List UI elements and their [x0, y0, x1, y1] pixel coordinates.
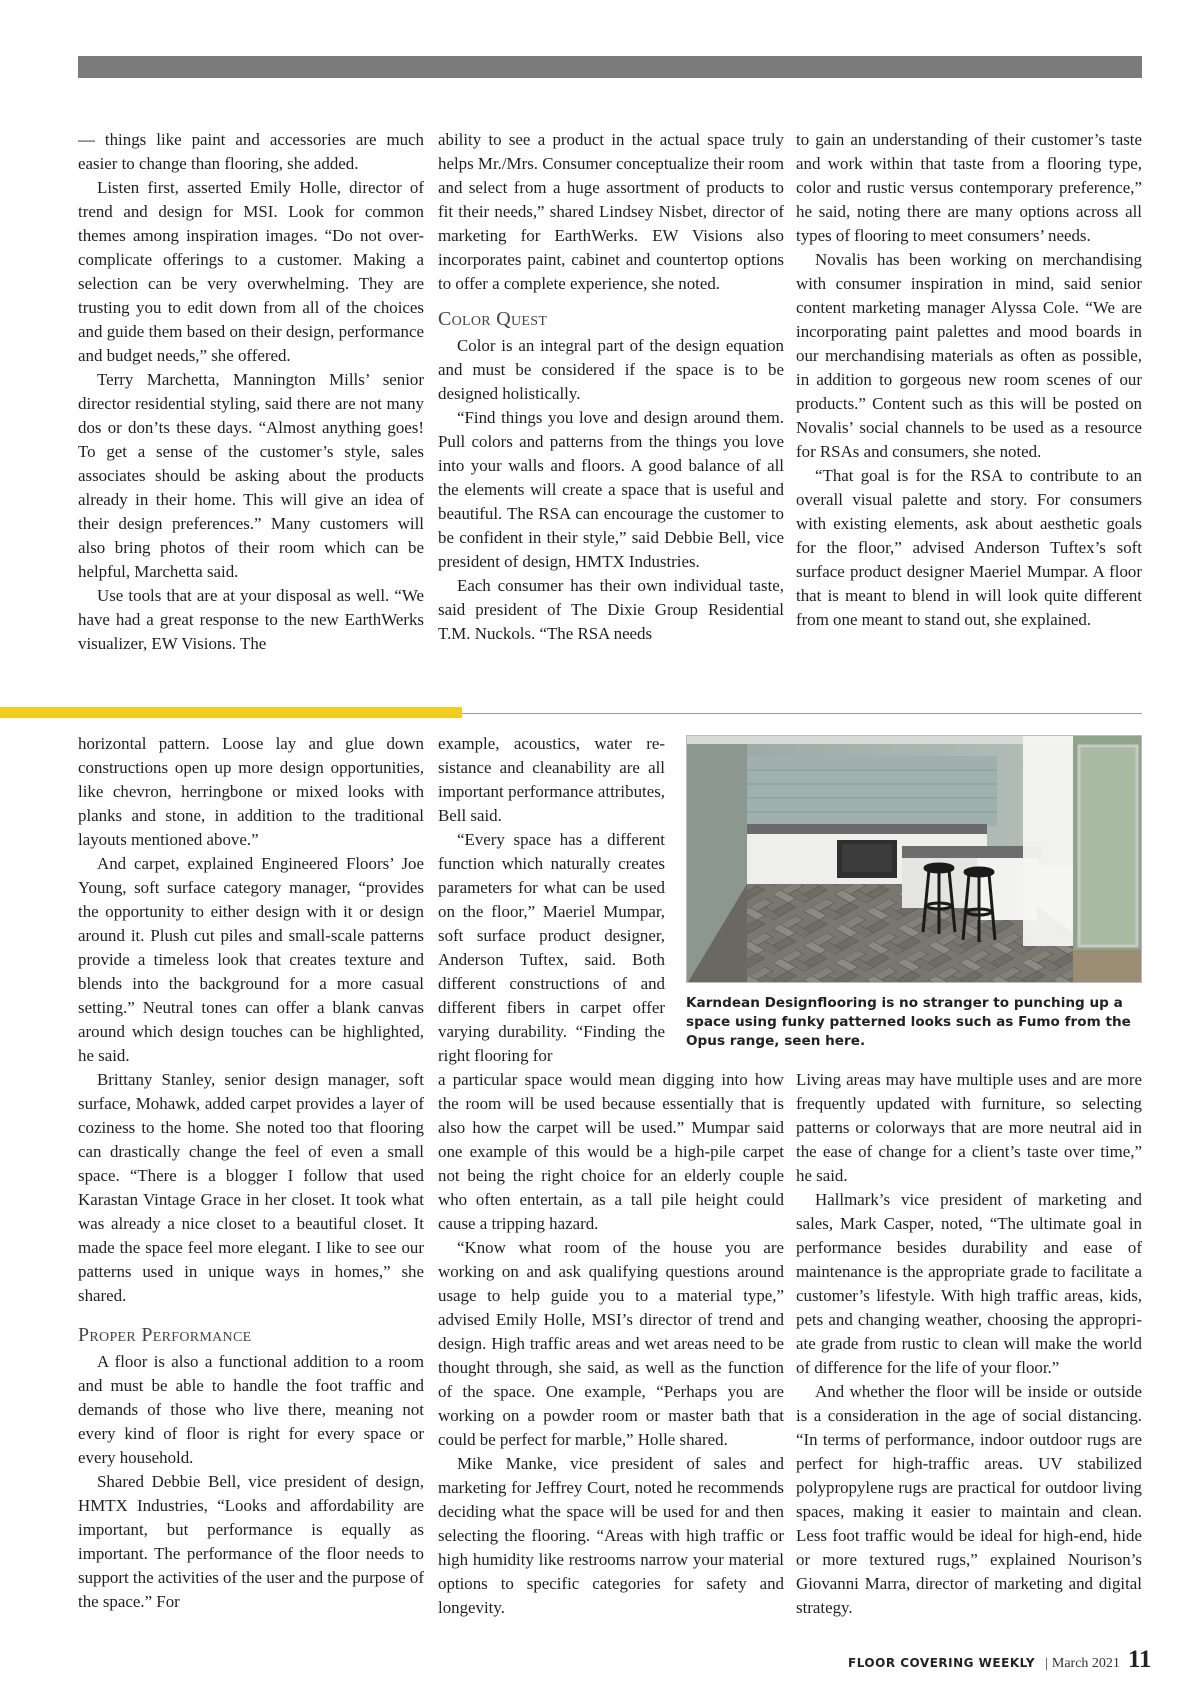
kitchen-photo — [686, 735, 1142, 983]
photo-caption: Karndean Designflooring is no stranger to punching up a space using funky patterned looks such as Fumo from the Opus range, seen here. — [686, 995, 1131, 1049]
color-quest-heading: Color Quest — [438, 308, 548, 330]
article-paragraph: Each consumer has their own individual taste, said president of The Dixie Group Residential T.M. Nuckols. “The RSA needs — [438, 576, 784, 643]
top-column-1 — [78, 128, 424, 656]
article-paragraph: Mike Manke, vice president of sales and marketing for Jeffrey Court, noted he recommends deciding what the space will be used for and then selecting the flooring. “Areas with high traffic or high humidity like restrooms narrow your material options to specific categories for safety and longevity. — [438, 1454, 784, 1617]
article-paragraph: — things like paint and accessories are much easier to change than flooring, she added. — [78, 130, 424, 173]
article-paragraph: “Every space has a different function which naturally creates parameters for what can be used on the floor,” Maeriel Mumpar, soft surface product designer, Anderson Tuftex, said. Both different constructions of and different fibers in carpet offer varying durability. “Finding the right flooring for — [438, 830, 665, 1065]
top-col2-paragraphs-b — [438, 334, 784, 646]
article-paragraph: a particular space would mean digging into how the room will be used because essentially that is also how the carpet will be used.” Mumpar said one example of this would be a high-pile carpet not being the right choice for an elderly couple who often entertain, as a tall pile height could cause a tripping hazard. — [438, 1070, 784, 1233]
bottom-column-3 — [796, 1068, 1142, 1620]
top-col1-paragraphs — [78, 128, 424, 656]
article-paragraph: Terry Marchetta, Mannington Mills’ senior director residential styling, said there are not many dos or don’ts these days. “Almost anything goes! To get a sense of the customer’s style, sales associates should be asking about the products already in their home. This will give an idea of their design preferences.” Many customers will also bring photos of their room which can be helpful, Marchetta said. — [78, 370, 424, 581]
bottom-col1-paragraphs-b — [78, 1350, 424, 1614]
bottom-col3-paragraphs — [796, 1068, 1142, 1620]
article-paragraph: “That goal is for the RSA to contribute to an overall visual palette and story. For consumers with existing elements, ask about aesthetic goals for the floor,” advised Anderson Tuftex’s soft surface product designer Maeriel Mumpar. A floor that is meant to blend in will look quite different from one meant to stand out, she explained. — [796, 466, 1142, 629]
proper-performance-heading: Proper Performance — [78, 1324, 252, 1346]
article-paragraph: And whether the floor will be inside or outside is a consideration in the age of social distancing. “In terms of performance, indoor outdoor rugs are perfect for high-traffic areas. UV stabilized polypropylene rugs are practical for outdoor living spaces, making it easier to maintain and clean. Less foot traffic would be ideal for high-end, hide or more textured rugs,” explained Nourison’s Giovanni Marra, director of marketing and digital strategy. — [796, 1382, 1142, 1617]
article-paragraph: to gain an understanding of their customer’s taste and work within that taste from a flooring type, color and rustic versus contemporary preference,” he said, noting there are many options across all types of flooring to meet consumers’ needs. — [796, 130, 1142, 245]
header-bar — [78, 56, 1142, 78]
article-paragraph: Color is an integral part of the design equation and must be considered if the space is to be designed holistically. — [438, 336, 784, 403]
article-paragraph: horizontal pattern. Loose lay and glue down constructions open up more design opportunities, like chevron, herringbone or mixed looks with planks and stone, in addition to the traditional layouts mentioned above.” — [78, 734, 424, 849]
article-paragraph: A floor is also a functional addition to a room and must be able to handle the foot traffic and demands of those who live there, meaning not every kind of floor is right for every space or every household. — [78, 1352, 424, 1467]
top-column-3 — [796, 128, 1142, 632]
top-col2-paragraphs-a — [438, 128, 784, 296]
issue-date: March 2021 — [1051, 1656, 1120, 1671]
article-paragraph: Listen first, asserted Emily Holle, director of trend and design for MSI. Look for common themes among inspiration images. “Do not over-complicate offerings to a customer. Making a selection can be very overwhelming. They are trusting you to edit down from all of the choices and guide them based on their design, performance and budget needs,” she offered. — [78, 178, 424, 365]
top-col3-paragraphs — [796, 128, 1142, 632]
article-paragraph: Use tools that are at your disposal as well. “We have had a great response to the new EarthWerks visualizer, EW Visions. The — [78, 586, 424, 653]
top-column-2 — [438, 128, 784, 646]
article-paragraph: “Find things you love and design around them. Pull colors and patterns from the things you love into your walls and floors. A good balance of all the elements will create a space that is useful and beautiful. The RSA can encourage the customer to be confident in their style,” said Debbie Bell, vice president of design, HMTX Industries. — [438, 408, 784, 571]
article-paragraph: Brittany Stanley, senior design manager, soft surface, Mohawk, added carpet provides a layer of coziness to the home. She noted too that flooring can drastically change the feel of even a small space. “There is a blogger I follow that used Karastan Vintage Grace in her closet. It took what was already a nice closet to a beautiful closet. It made the space feel more elegant. I like to see our patterns used in unique ways in homes,” she shared. — [78, 1070, 424, 1305]
bottom-col2-narrow-paragraphs — [438, 732, 665, 1068]
article-paragraph: Living areas may have multiple uses and are more frequently updated with furniture, so selecting patterns or colorways that are more neutral aid in the ease of change for a client’s taste over time,” he said. — [796, 1070, 1142, 1185]
article-paragraph: Novalis has been working on merchandising with consumer inspiration in mind, said senior content marketing manager Alyssa Cole. “We are incorporating paint palettes and mood boards in our merchandising materials as often as possible, in addition to gorgeous new room scenes of our products.” Content such as this will be posted on Novalis’ social channels to be used as a resource for RSAs and consumers, she noted. — [796, 250, 1142, 461]
article-paragraph: Hallmark’s vice president of marketing and sales, Mark Casper, noted, “The ultimate goal in performance besides durability and ease of maintenance is the appropriate grade to facilitate a customer’s lifestyle. With high traffic areas, kids, pets and changing weather, choosing the appropriate grade from rustic to clean will make the world of difference for the life of your floor.” — [796, 1190, 1142, 1377]
publication-name: FLOOR COVERING WEEKLY — [848, 1656, 1036, 1670]
article-paragraph: ability to see a product in the actual space truly helps Mr./Mrs. Consumer conceptualize their room and select from a huge assortment of products to fit their needs,” shared Lindsey Nisbet, director of marketing for EarthWerks. EW Visions also incorporates paint, cabinet and countertop options to offer a complete experience, she noted. — [438, 130, 784, 293]
article-paragraph: “Know what room of the house you are working on and ask qualifying questions around usage to help guide you to a material type,” advised Emily Holle, MSI’s director of trend and design. High traffic areas and wet areas need to be thought through, she said, as well as the function of the space. One example, “Perhaps you are working on a powder room or master bath that could be perfect for marble,” Holle shared. — [438, 1238, 784, 1449]
section-divider-accent — [0, 707, 462, 718]
footer-separator: | — [1045, 1656, 1048, 1671]
bottom-column-2-wide — [438, 1068, 784, 1620]
page-number: 11 — [1127, 1646, 1152, 1673]
section-divider-line — [462, 713, 1142, 714]
bottom-col2-wide-paragraphs — [438, 1068, 784, 1620]
article-paragraph: Shared Debbie Bell, vice president of design, HMTX Industries, “Looks and affordability are important, but performance is equally as important. The performance of the floor needs to support the activities of the user and the purpose of the space.” For — [78, 1472, 424, 1611]
bottom-column-1 — [78, 732, 424, 1614]
bottom-column-2-narrow — [438, 732, 665, 1068]
article-paragraph: example, acoustics, water resistance and cleanability are all important performance attributes, Bell said. — [438, 734, 665, 825]
article-paragraph: And carpet, explained Engineered Floors’ Joe Young, soft surface category manager, “provides the opportunity to either design with it or design around it. Plush cut piles and small-scale patterns provide a timeless look that creates texture and blends into the background for a more casual setting.” Neutral tones can offer a blank canvas around which design touches can be highlighted, he said. — [78, 854, 424, 1065]
bottom-col1-paragraphs-a — [78, 732, 424, 1308]
